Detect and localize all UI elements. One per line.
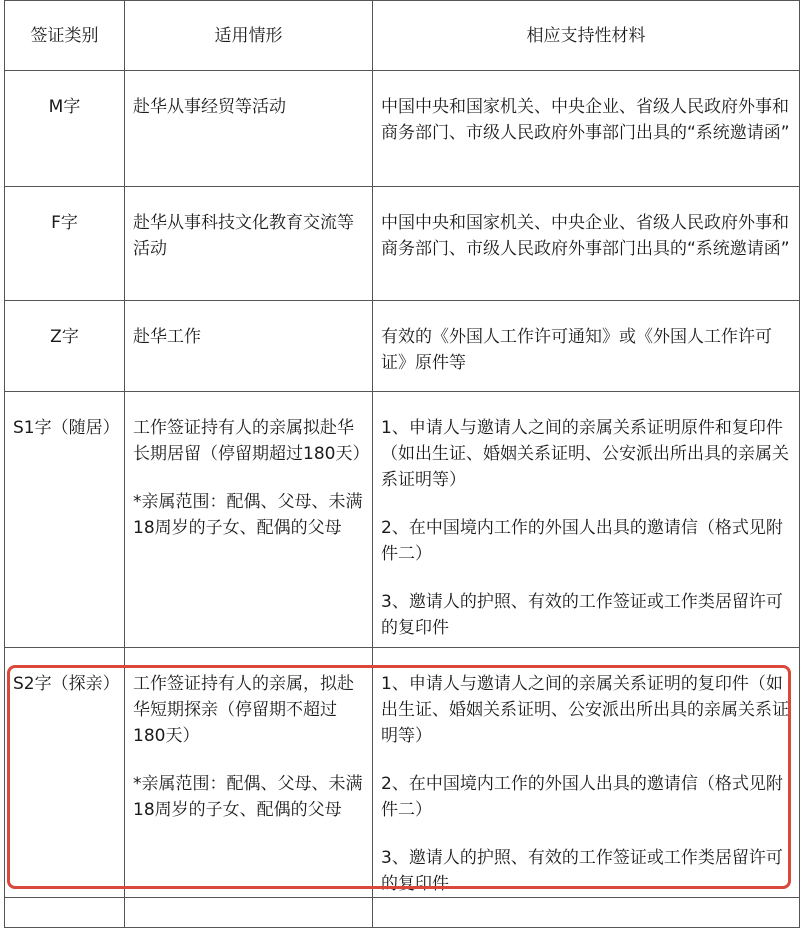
- table-row: [5, 301, 800, 392]
- materials-cell: [373, 392, 800, 648]
- materials-cell: [373, 648, 800, 898]
- header-category: 签证类别: [5, 1, 125, 71]
- material-item-2: 2、在中国境内工作的外国人出具的邀请信（格式见附件二）: [381, 774, 783, 820]
- visa-category-table: [4, 0, 800, 928]
- table-header-row: [5, 1, 800, 71]
- material-item-1: 1、申请人与邀请人之间的亲属关系证明的复印件（如出生证、婚姻关系证明、公安派出所出具的亲属关系证明等）: [381, 674, 789, 746]
- material-item-3: 3、邀请人的护照、有效的工作签证或工作类居留许可的复印件: [381, 848, 783, 894]
- table-row: [5, 648, 800, 898]
- situation-cell: [125, 392, 373, 648]
- materials-text: 有效的《外国人工作许可通知》或《外国人工作许可证》原件等: [381, 327, 772, 373]
- table-row-partial: [5, 898, 800, 928]
- category-label: S1字（随居）: [13, 418, 120, 438]
- relative-scope-note: *亲属范围：配偶、父母、未满18周岁的子女、配偶的父母: [133, 492, 363, 538]
- category-cell: [5, 392, 125, 648]
- category-cell: [5, 187, 125, 301]
- header-situation: 适用情形: [125, 1, 373, 71]
- category-label: Z字: [50, 327, 79, 347]
- situation-text: 赴华工作: [133, 327, 201, 347]
- table-row: [5, 392, 800, 648]
- category-cell: [5, 301, 125, 392]
- table-row: [5, 187, 800, 301]
- material-item-2: 2、在中国境内工作的外国人出具的邀请信（格式见附件二）: [381, 518, 783, 564]
- situation-text: 赴华从事科技文化教育交流等活动: [133, 213, 354, 259]
- situation-cell: [125, 187, 373, 301]
- header-materials: 相应支持性材料: [373, 1, 800, 71]
- situation-cell: [125, 648, 373, 898]
- relative-scope-note: *亲属范围：配偶、父母、未满18周岁的子女、配偶的父母: [133, 774, 363, 820]
- materials-text: 中国中央和国家机关、中央企业、省级人民政府外事和商务部门、市级人民政府外事部门出具的“系统邀请函”: [381, 213, 790, 259]
- situation-text: 工作签证持有人的亲属拟赴华长期居留（停留期超过180天）: [133, 418, 370, 464]
- category-label: S2字（探亲）: [13, 674, 120, 694]
- situation-text: 赴华从事经贸等活动: [133, 97, 286, 117]
- category-cell: [5, 648, 125, 898]
- category-label: M字: [48, 97, 81, 117]
- materials-text: 中国中央和国家机关、中央企业、省级人民政府外事和商务部门、市级人民政府外事部门出具的“系统邀请函”: [381, 97, 790, 143]
- category-cell: [5, 71, 125, 187]
- material-item-3: 3、邀请人的护照、有效的工作签证或工作类居留许可的复印件: [381, 592, 783, 638]
- category-label: F字: [51, 213, 78, 233]
- situation-text: 工作签证持有人的亲属，拟赴华短期探亲（停留期不超过180天）: [133, 674, 354, 746]
- situation-cell: [125, 71, 373, 187]
- materials-cell: [373, 187, 800, 301]
- situation-cell: [125, 301, 373, 392]
- material-item-1: 1、申请人与邀请人之间的亲属关系证明原件和复印件（如出生证、婚姻关系证明、公安派出所出具的亲属关系证明等）: [381, 418, 789, 490]
- materials-cell: [373, 71, 800, 187]
- table-row: [5, 71, 800, 187]
- materials-cell: [373, 301, 800, 392]
